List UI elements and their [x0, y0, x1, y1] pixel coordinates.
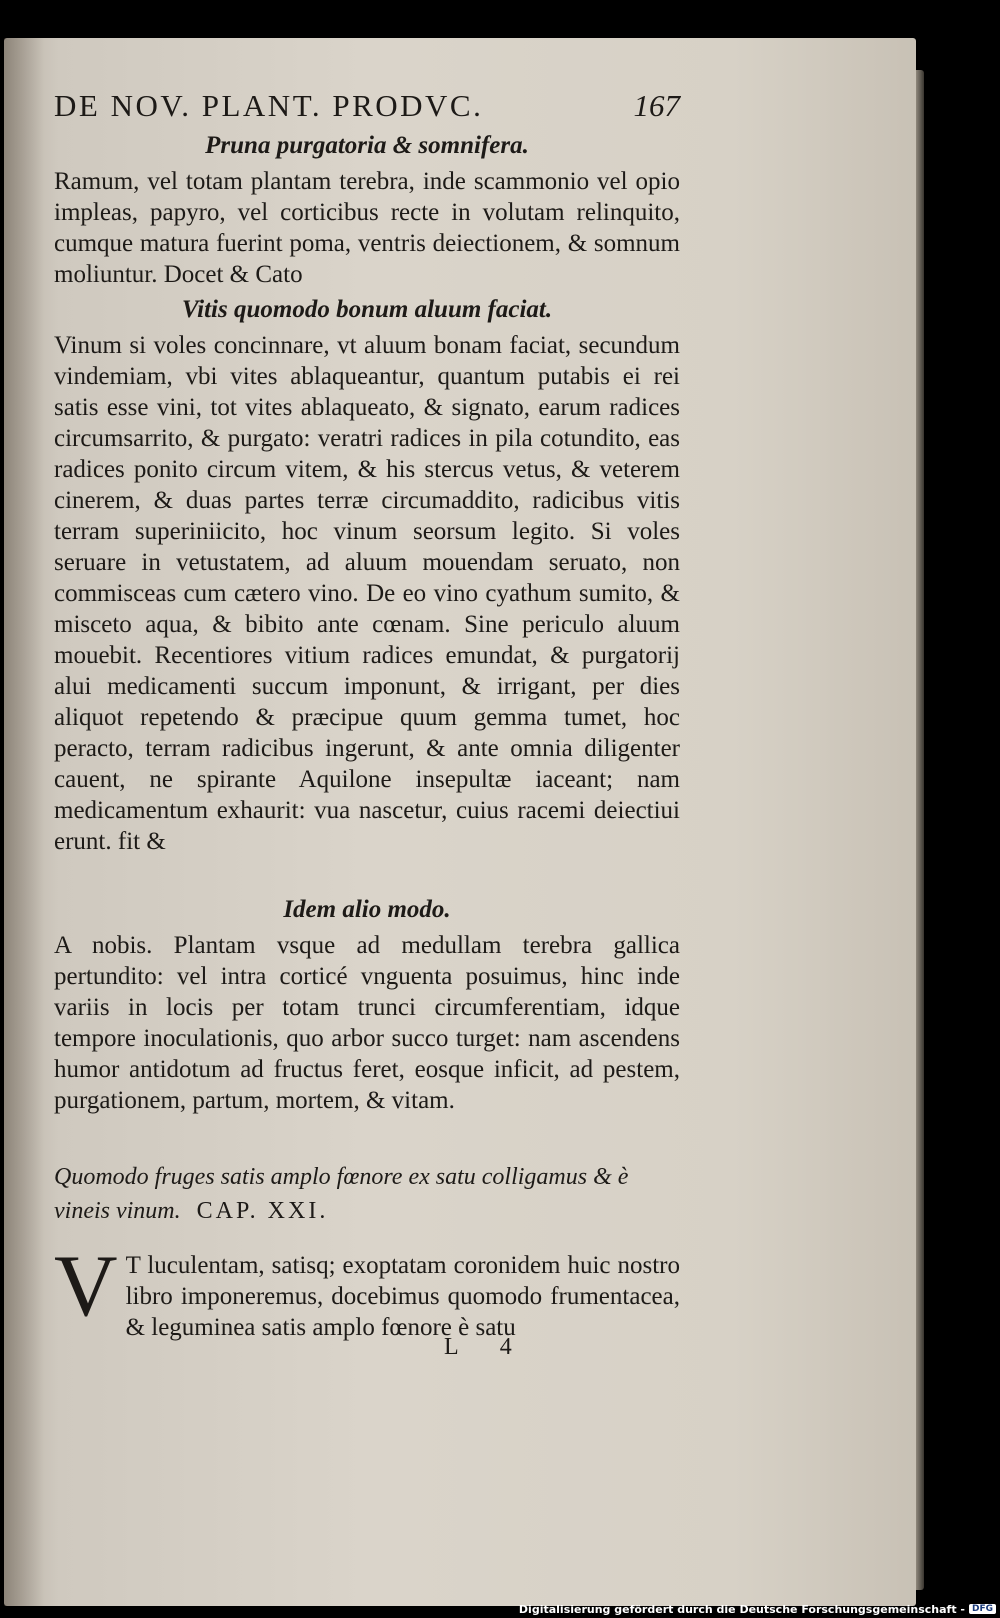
- running-header: [54, 88, 680, 128]
- page-number: 167: [633, 88, 680, 123]
- chapter-number: CAP. XXI.: [196, 1198, 329, 1224]
- section-text: A nobis. Plantam vsque ad medullam terebra gallica pertundito: vel intra corticé vnguenta posuimus, hinc inde variis in locis per totam trunci circumferentiam, idque tempore inoculationis, quo arbor succo turget: nam ascendens humor antidotum ad fructus feret, eosque inficit, ad pestem, purgationem, partum, mortem, & vitam.: [54, 932, 680, 1114]
- chapter-text: T luculentam, satisq; exoptatam coronidem huic nostro libro imponeremus, docebimus quomodo frumentacea, & leguminea satis amplo fœnore è satu: [125, 1252, 680, 1341]
- chapter-text-block: [54, 1238, 680, 1343]
- signature-mark: L 4: [444, 1334, 530, 1360]
- drop-capital: V: [54, 1238, 118, 1335]
- page-edge: [916, 70, 924, 1590]
- section-text: Ramum, vel totam plantam terebra, inde scammonio vel opio impleas, papyro, vel corticibus recte in volutam relinquito, cumque matura fuerint poma, ventris deiectionem, & somnum moliuntur. Docet & Cato: [54, 168, 680, 288]
- section-heading: Pruna purgatoria & somnifera.: [205, 132, 529, 159]
- section-text: Vinum si voles concinnare, vt aluum bonam faciat, secundum vindemiam, vbi vites ablaqueantur, quantum putabis ei rei satis esse vini, tot vites ablaqueato, & signato, earum radices circumsarrito, & purgato: veratri radices in pila cotundito, eas radices ponito circum vitem, & his stercus vetus, & veterem cinerem, & duas partes terræ circumaddito, radicibus vitis terram superiniicito, hoc vinum seorsum legito. Si voles seruare in vetustatem, ad aluum mouendam seruato, non commisceas cum cætero vino. De eo vino cyathum sumito, & misceto aqua, & bibito ante cœnam. Sine periculo aluum mouebit. Recentiores vitium radices emundat, & purgatorij alui medicamenti succum imponunt, & irrigant, per dies aliquot repetendo & præcipue quum gemma tumet, hoc peracto, terram radicibus ingerunt, & ante omnia diligenter cauent, ne spirante Aquilone insepultæ iaceant; nam medicamentum exhaurit: vua nascetur, cuius racemi deiectiui erunt. fit &: [54, 332, 680, 855]
- chapter-heading: [54, 1160, 680, 1228]
- gutter-shadow: [4, 38, 44, 1606]
- chapter-title: Quomodo fruges satis amplo fœnore ex satu colligamus & è vineis vinum.: [54, 1164, 629, 1224]
- running-title: DE NOV. PLANT. PRODVC.: [54, 88, 484, 123]
- dfg-logo: DFG: [969, 1604, 996, 1614]
- section-heading: Vitis quomodo bonum aluum faciat.: [181, 296, 553, 323]
- footer-credit: [519, 1602, 996, 1616]
- funding-credit: Digitalisierung gefördert durch die Deutsche Forschungsgemeinschaft -: [518, 1602, 965, 1616]
- section-heading: Idem alio modo.: [283, 896, 451, 923]
